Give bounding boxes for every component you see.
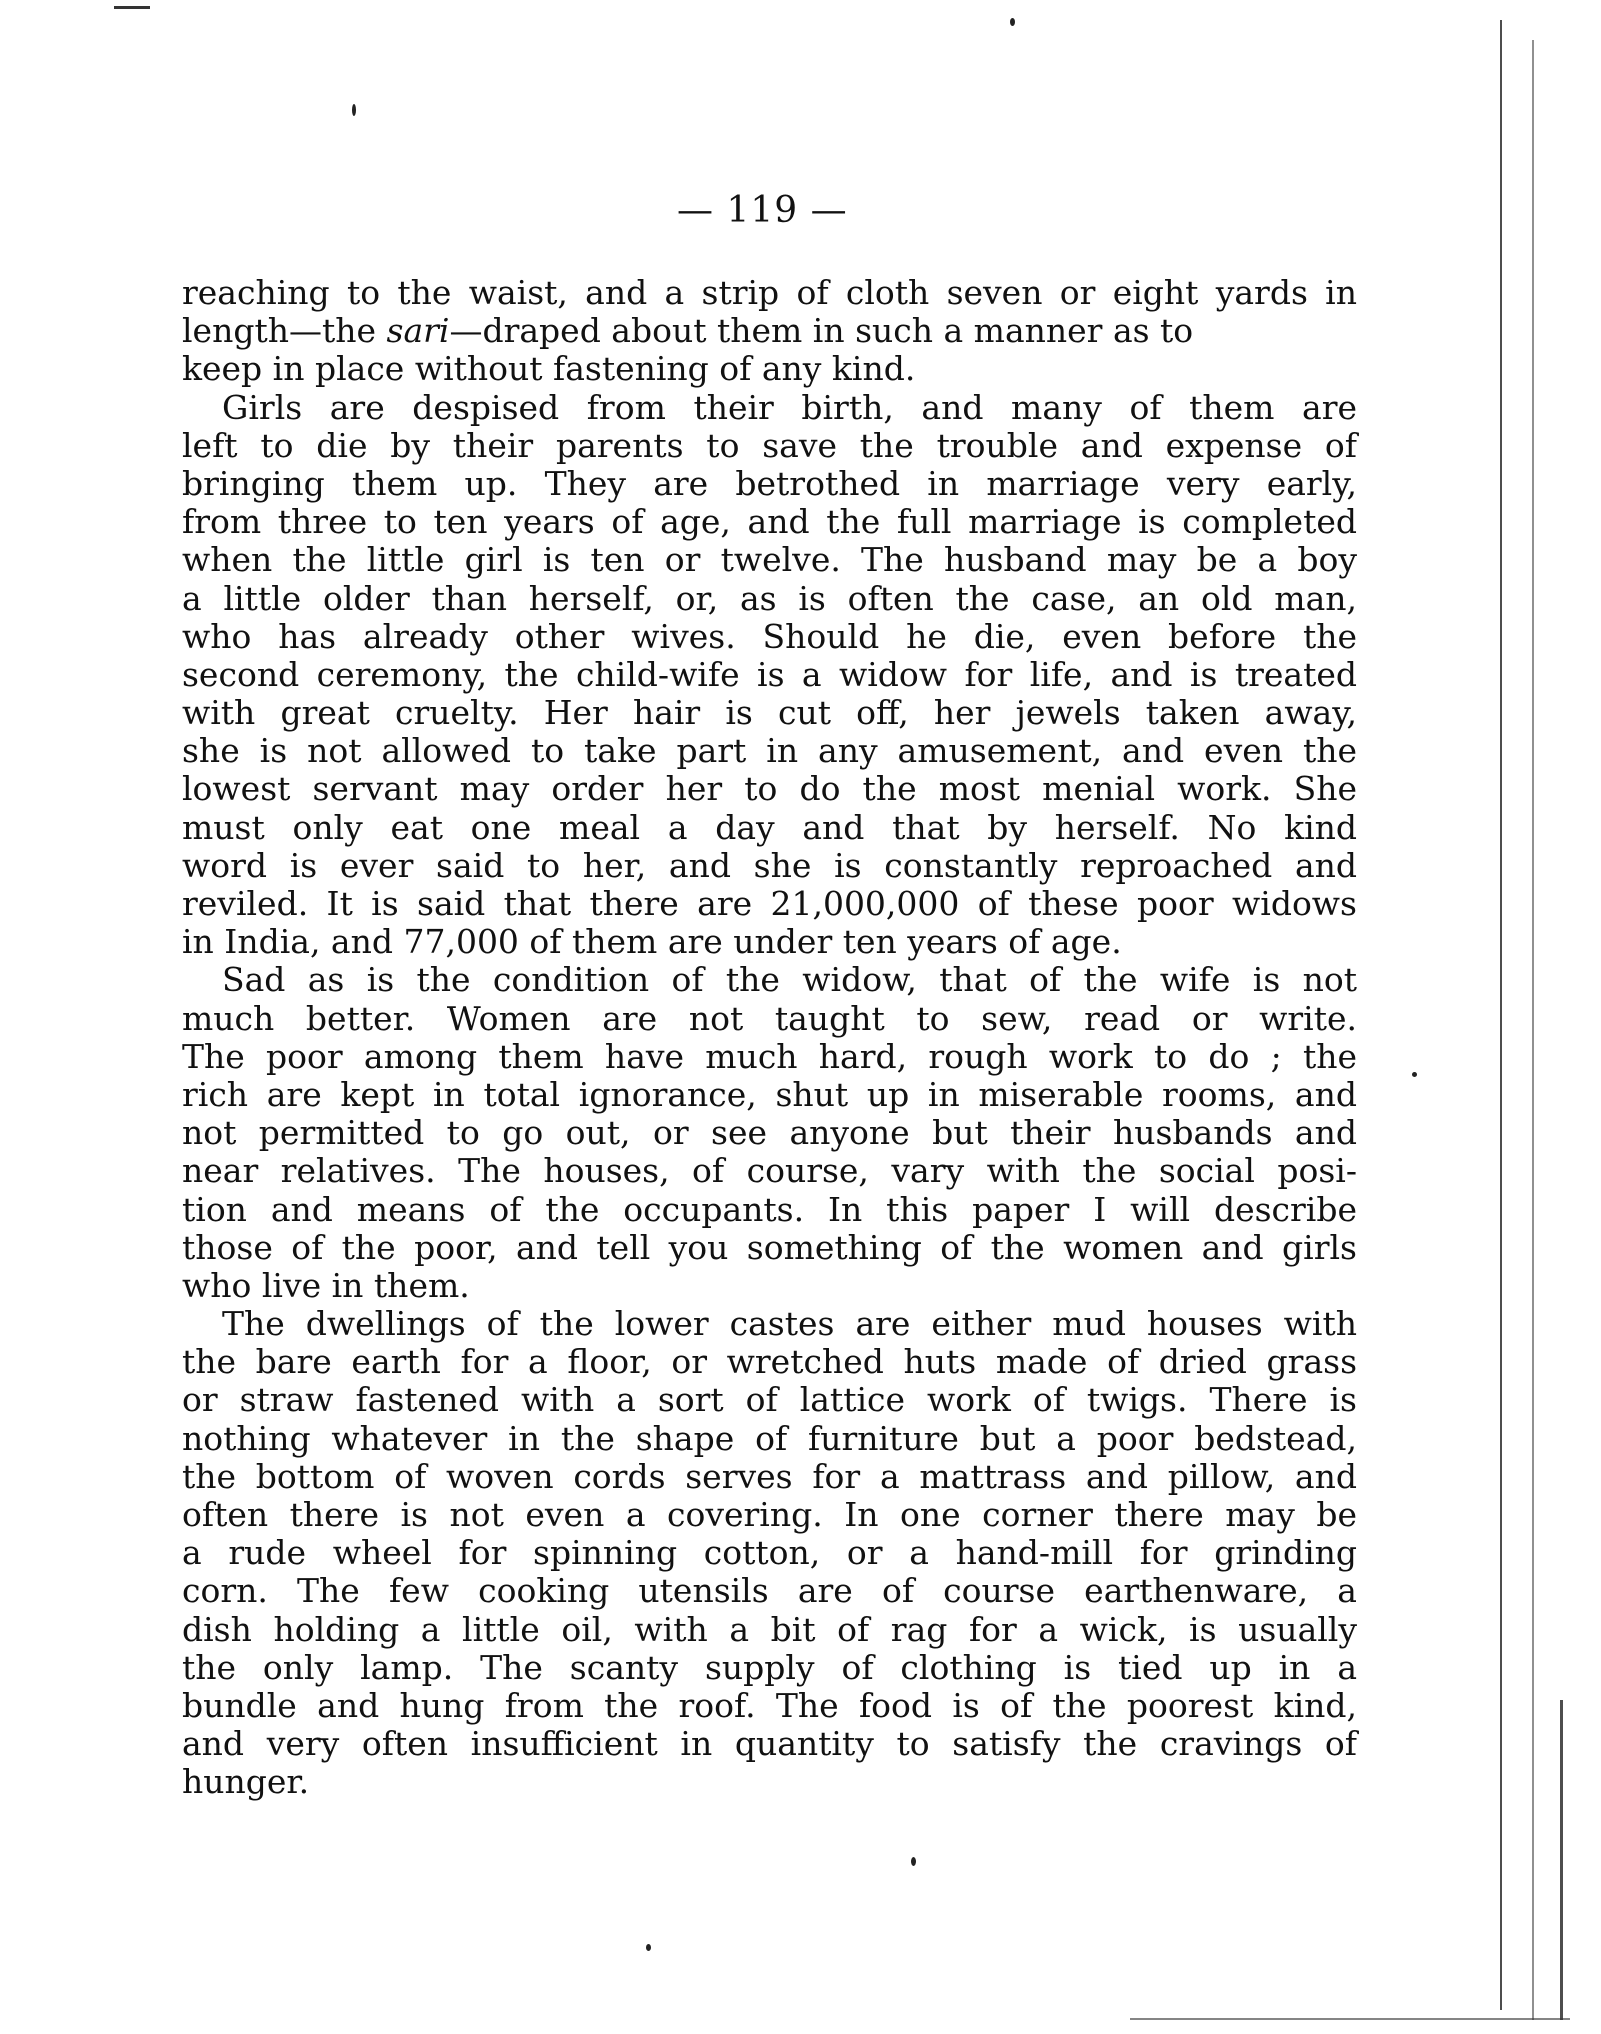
text-line: when the little girl is ten or twelve. The husband may be a boy — [182, 540, 1357, 580]
scan-speck — [1412, 1072, 1417, 1077]
text-line: a rude wheel for spinning cotton, or a hand-mill for grinding — [182, 1533, 1357, 1573]
text-line: bundle and hung from the roof. The food is of the poorest kind, — [182, 1685, 1357, 1725]
scan-speck — [911, 1857, 916, 1866]
text-line: in India, and 77,000 of them are under ten years of age. — [182, 922, 1122, 962]
text-line: often there is not even a covering. In one corner there may be — [182, 1495, 1357, 1534]
text-line: hunger. — [182, 1762, 310, 1802]
text-line: The dwellings of the lower castes are either mud houses with — [222, 1304, 1357, 1344]
text-line — [182, 312, 1357, 350]
text-line-part: length—the — [182, 311, 387, 351]
text-line: lowest servant may order her to do the most menial work. She — [182, 769, 1357, 809]
text-line: the only lamp. The scanty supply of clothing is tied up in a — [182, 1647, 1357, 1687]
text-line: Girls are despised from their birth, and many of them are — [222, 387, 1357, 427]
text-line: rich are kept in total ignorance, shut up in miserable rooms, and — [182, 1074, 1357, 1114]
text-line: dish holding a little oil, with a bit of rag for a wick, is usually — [182, 1609, 1357, 1649]
text-line: second ceremony, the child-wife is a widow for life, and is treated — [182, 654, 1357, 694]
scan-mark-top-left — [114, 6, 150, 9]
text-line: much better. Women are not taught to sew, read or write. — [182, 998, 1357, 1038]
text-line-part: —draped about them in such a manner as to — [449, 311, 1194, 351]
scan-speck — [1010, 18, 1015, 26]
text-line: who has already other wives. Should he die, even before the — [182, 616, 1357, 656]
text-line: keep in place without fastening of any kind. — [182, 349, 916, 389]
text-line: word is ever said to her, and she is constantly reproached and — [182, 845, 1357, 885]
text-line: The poor among them have much hard, rough work to do ; the — [182, 1036, 1357, 1076]
text-line: near relatives. The houses, of course, vary with the social posi- — [182, 1151, 1357, 1191]
text-line: from three to ten years of age, and the full marriage is completed — [182, 502, 1357, 542]
text-line: corn. The few cooking utensils are of course earthenware, a — [182, 1571, 1357, 1611]
text-line: bringing them up. They are betrothed in marriage very early, — [182, 463, 1357, 503]
text-line: those of the poor, and tell you something of the women and girls — [182, 1227, 1357, 1267]
text-line: the bare earth for a floor, or wretched huts made of dried grass — [182, 1342, 1357, 1382]
binding-edge — [1532, 40, 1534, 2020]
text-line: reaching to the waist, and a strip of cloth seven or eight yards in — [182, 273, 1357, 312]
text-line: reviled. It is said that there are 21,000,000 of these poor widows — [182, 884, 1357, 923]
text-line: tion and means of the occupants. In this paper I will describe — [182, 1189, 1357, 1229]
text-line: nothing whatever in the shape of furniture but a poor bedstead, — [182, 1418, 1357, 1458]
text-line: not permitted to go out, or see anyone but their husbands and — [182, 1113, 1357, 1153]
binding-edge — [1560, 1700, 1563, 2020]
italic-word: sari — [386, 311, 450, 351]
text-line: or straw fastened with a sort of lattice work of twigs. There is — [182, 1380, 1357, 1420]
scan-speck — [352, 104, 356, 116]
text-line: must only eat one meal a day and that by herself. No kind — [182, 807, 1357, 847]
scan-speck — [646, 1944, 651, 1951]
body-text — [182, 274, 1357, 1802]
bottom-edge-line — [1130, 2018, 1570, 2020]
text-line: and very often insufficient in quantity to satisfy the cravings of — [182, 1724, 1357, 1764]
page-number: — 119 — — [677, 190, 848, 231]
text-line: the bottom of woven cords serves for a mattrass and pillow, and — [182, 1456, 1357, 1496]
text-line: who live in them. — [182, 1265, 470, 1305]
text-line: Sad as is the condition of the widow, that of the wife is not — [222, 960, 1357, 1000]
text-line: she is not allowed to take part in any amusement, and even the — [182, 731, 1357, 771]
text-line: left to die by their parents to save the trouble and expense of — [182, 425, 1357, 465]
text-line: a little older than herself, or, as is often the case, an old man, — [182, 578, 1357, 618]
binding-edge — [1500, 20, 1502, 2010]
text-line: with great cruelty. Her hair is cut off, her jewels taken away, — [182, 693, 1357, 733]
